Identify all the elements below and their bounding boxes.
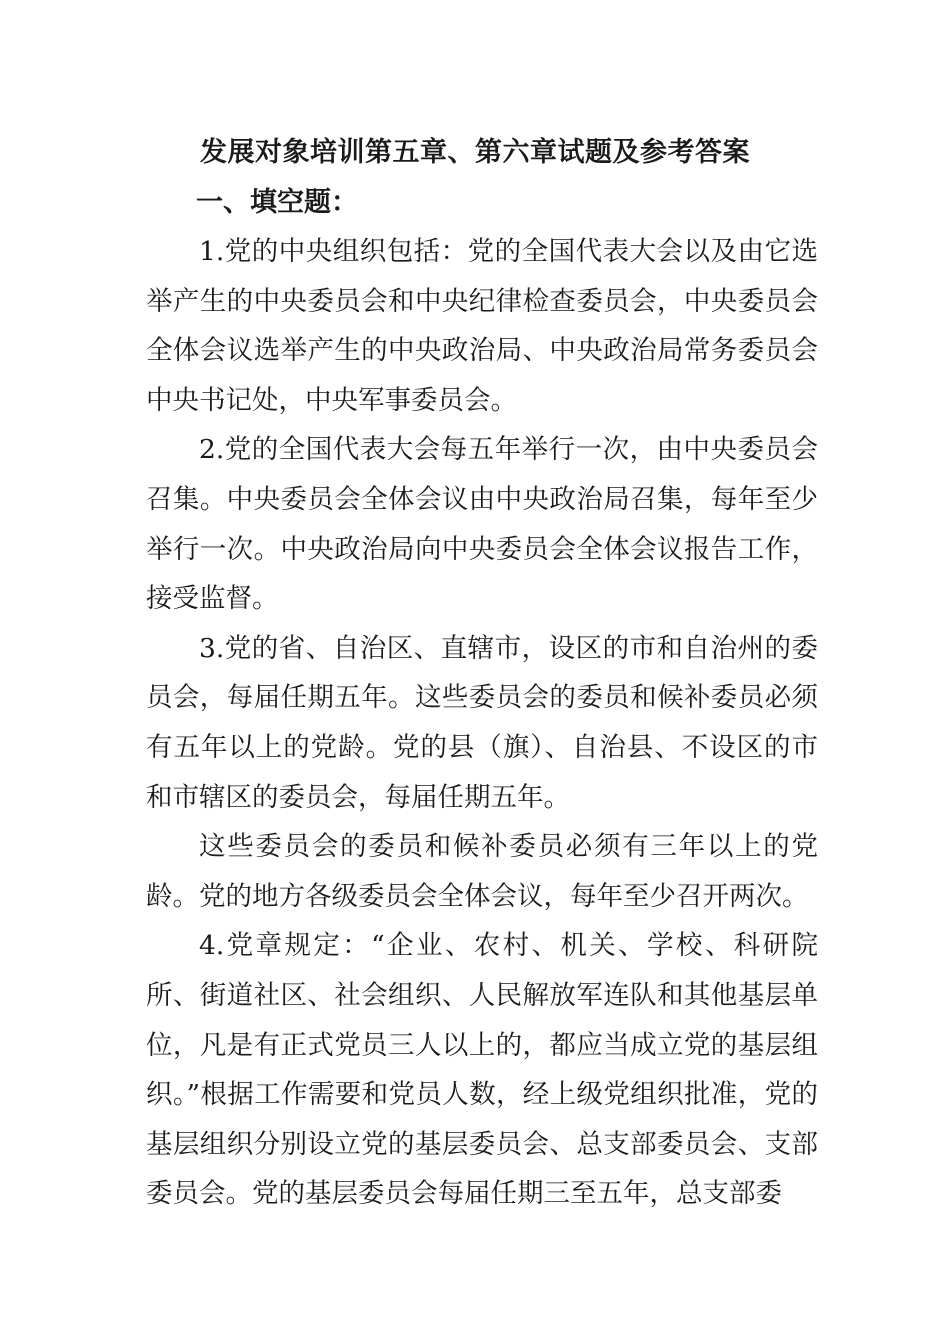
- paragraph-1: 1.党的中央组织包括：党的全国代表大会以及由它选举产生的中央委员会和中央纪律检查委员会，中央委员会全体会议选举产生的中央政治局、中央政治局常务委员会中央书记处，中央军事委员会。: [146, 236, 818, 416]
- document-body: [146, 227, 818, 1219]
- paragraph-3: 3.党的省、自治区、直辖市，设区的市和自治州的委员会，每届任期五年。这些委员会的委员和候补委员必须有五年以上的党龄。党的县（旗）、自治县、不设区的市和市辖区的委员会，每届任期五年。: [146, 632, 818, 813]
- paragraph-4: 4.党章规定：“企业、农村、机关、学校、科研院所、街道社区、社会组织、人民解放军连队和其他基层单位，凡是有正式党员三人以上的，都应当成立党的基层组织。”根据工作需要和党员人数，经上级党组织批准，党的基层组织分别设立党的基层委员会、总支部委员会、支部委员会。党的基层委员会每届任期三至五年，总支部委: [146, 930, 818, 1210]
- paragraph-3-continued: 这些委员会的委员和候补委员必须有三年以上的党龄。党的地方各级委员会全体会议，每年至少召开两次。: [146, 831, 818, 912]
- section-heading: 一、填空题：: [196, 187, 358, 218]
- paragraph-2: 2.党的全国代表大会每五年举行一次，由中央委员会召集。中央委员会全体会议由中央政治局召集，每年至少举行一次。中央政治局向中央委员会全体会议报告工作，接受监督。: [146, 434, 818, 615]
- document-title: 发展对象培训第五章、第六章试题及参考答案: [200, 137, 750, 168]
